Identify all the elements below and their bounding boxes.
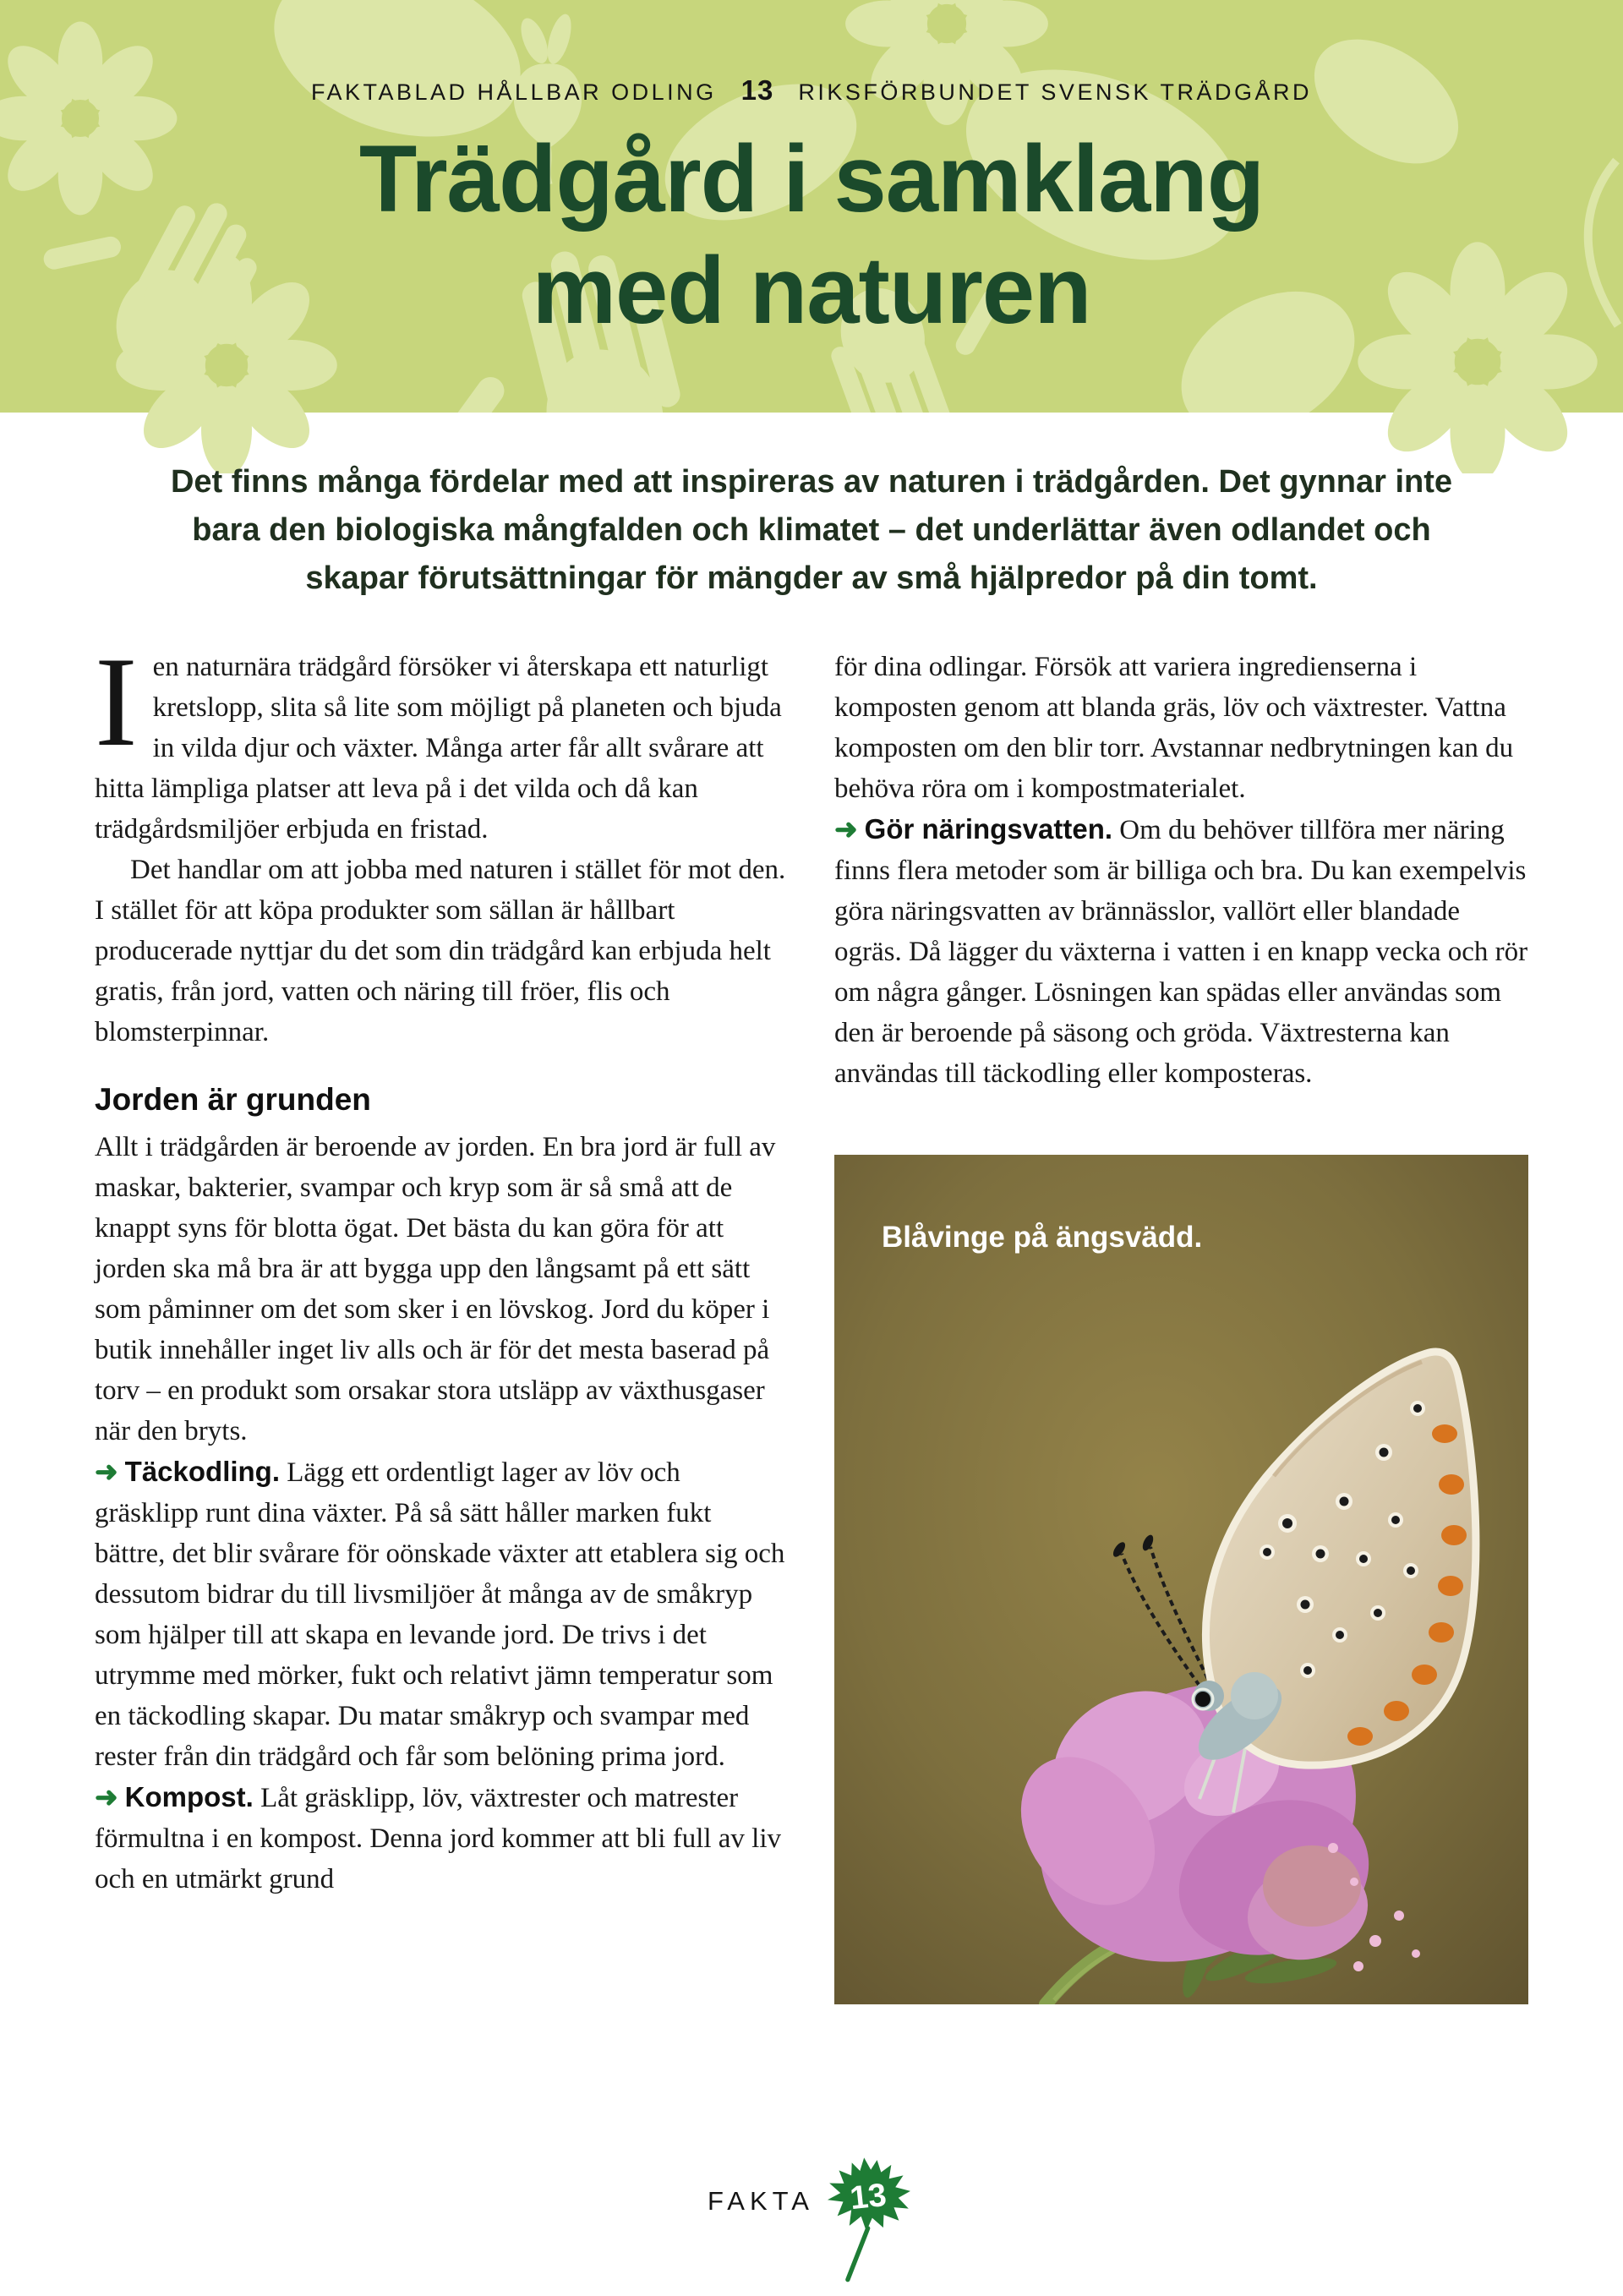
paragraph-odlingar: för dina odlingar. Försök att variera ingredienserna i komposten genom att blanda gräs, löv och växtrester. Vattna komposten om den blir torr. Avstannar nedbrytningen kan du behöva röra om i kompostmaterialet. — [834, 652, 1514, 804]
header-band — [0, 0, 1623, 473]
paragraph-naturnara-text: en naturnära trädgård försöker vi återskapa ett naturligt kretslopp, slita så lite som möjligt på planeten och bjuda in vilda djur och växter. Många arter får allt svårare att hitta lämpliga platser att leva på i det vilda och då kan trädgårdsmiljöer erbjuda en fristad. — [95, 652, 782, 845]
arrow-icon: ➜ — [834, 813, 858, 845]
kompost-text: Låt gräsklipp, löv, växtrester och matrester förmultna i en kompost. Denna jord kommer att bli full av liv och en utmärkt grund — [95, 1783, 782, 1894]
kicker-issue-number: 13 — [740, 74, 774, 106]
paragraph-naturnara — [95, 631, 789, 850]
kicker-series: FAKTABLAD HÅLLBAR ODLING — [311, 79, 717, 105]
butterfly-photo — [834, 1155, 1528, 2004]
paragraph-jorden: Allt i trädgården är beroende av jorden. En bra jord är full av maskar, bakterier, svampar och kryp som är så små att de knappt syns för blotta ögat. Det bästa du kan göra för att jorden ska må bra är att bygga upp den långsamt på ett sätt som påminner om det som sker i en lövskog. Jord du köper i butik innehåller inget liv alls och är för det mesta baserad på torv – en produkt som orsakar stora utsläpp av växthusgaser när den bryts. — [95, 1132, 776, 1446]
page-footer — [0, 2154, 1623, 2289]
right-column — [834, 647, 1528, 2004]
left-column — [95, 631, 789, 2004]
tackodling-lead: Täckodling. — [124, 1456, 281, 1487]
kicker-line — [0, 74, 1623, 107]
footer-number: 13 — [848, 2176, 888, 2217]
photo-caption: Blåvinge på ängsvädd. — [882, 1221, 1203, 1254]
naringsvatten-lead: Gör näringsvatten. — [864, 813, 1113, 845]
naringsvatten-text: Om du behöver tillföra mer näring finns flera metoder som är billiga och bra. Du kan exempelvis göra näringsvatten av brännässlor, vallört eller blandade ogräs. Då lägger du växterna i vatten i en knapp vecka och rör om några gånger. Lösningen kan spädas eller användas som den är beroende på säsong och gröda. Växtresterna kan användas till täckodling eller komposteras. — [834, 815, 1528, 1089]
arrow-icon: ➜ — [95, 1781, 118, 1812]
drop-cap: I — [95, 631, 138, 773]
paragraph-tackodling — [95, 1451, 789, 1777]
paragraph-kompost — [95, 1777, 789, 1900]
section-heading-jorden: Jorden är grunden — [95, 1082, 371, 1117]
body-columns — [95, 631, 1528, 2004]
paragraph-naringsvatten — [834, 809, 1528, 1094]
butterfly-on-flower-image — [834, 1155, 1528, 2004]
page-title — [0, 123, 1623, 347]
kompost-lead: Kompost. — [124, 1781, 254, 1812]
intro-paragraph: Det finns många fördelar med att inspireras av naturen i trädgården. Det gynnar inte bara den biologiska mångfalden och klimatet – det underlättar även odlandet och skapar förutsättningar för mängder av små hjälpredor på din tomt. — [170, 464, 1453, 596]
arrow-icon: ➜ — [95, 1456, 118, 1487]
page-title-line1: Trädgård i samklang — [358, 126, 1265, 232]
footer-label: FAKTA — [708, 2186, 814, 2216]
tackodling-text: Lägg ett ordentligt lager av löv och gräsklipp runt dina växter. På så sätt håller marken fukt bättre, det blir svårare för oönskade växter att etablera sig och dessutom bidrar du till livsmiljöer åt många av de småkryp som hjälper till att skapa en levande jord. De trivs i det utrymme med mörker, fukt och relativt jämn temperatur som en täckodling skapar. Du matar småkryp och svampar med rester från din trädgård och får som belöning prima jord. — [95, 1457, 785, 1772]
kicker-organisation: RIKSFÖRBUNDET SVENSK TRÄDGÅRD — [798, 79, 1312, 105]
paragraph-jobba-med-naturen: Det handlar om att jobba med naturen i stället för mot den. I stället för att köpa produkter som sällan är hållbart producerade nyttjar du det som din trädgård kan erbjuda helt gratis, från jord, vatten och näring till fröer, flis och blomsterpinnar. — [95, 855, 786, 1047]
leaf-icon — [821, 2156, 915, 2282]
page-title-line2: med naturen — [532, 238, 1091, 343]
